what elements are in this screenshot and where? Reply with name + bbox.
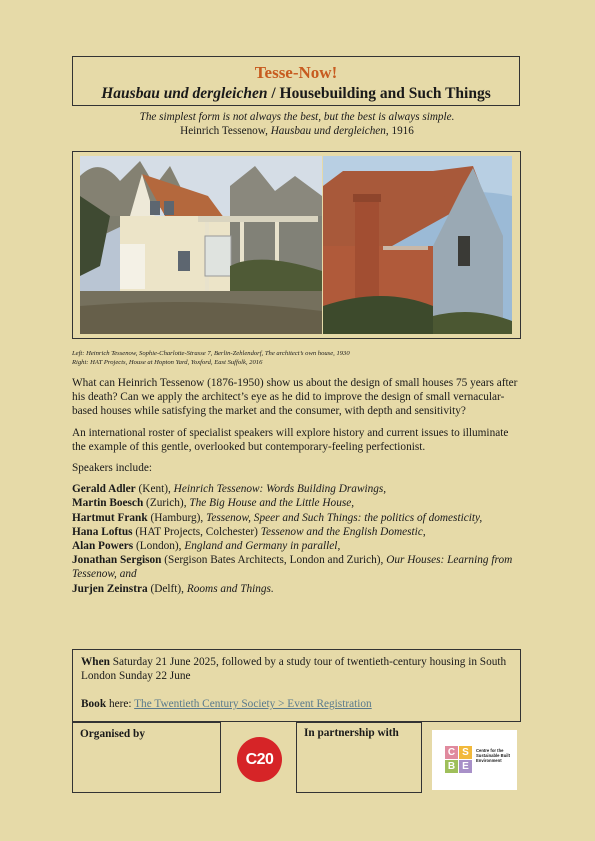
speaker-item: Hartmut Frank (Hamburg), Tessenow, Speer and Such Things: the politics of domesticity, bbox=[72, 511, 483, 524]
title-box bbox=[72, 56, 520, 106]
c20-logo: C20 bbox=[237, 737, 282, 782]
speaker-item: Hana Loftus (HAT Projects, Colchester) Tessenow and the English Domestic, bbox=[72, 525, 426, 538]
event-details-box bbox=[72, 649, 521, 722]
hopton-yard-house-photo bbox=[323, 156, 512, 334]
tessenow-house-photo bbox=[80, 156, 322, 334]
event-title: Tesse-Now! bbox=[254, 63, 338, 82]
quote-text: The simplest form is not always the best, but the best is always simple. bbox=[139, 111, 455, 123]
csbe-name: Centre for the Sustainable Built Environment bbox=[476, 748, 510, 763]
speaker-item: Alan Powers (London), England and Germany in parallel, bbox=[72, 540, 341, 553]
organised-by-label: Organised by bbox=[80, 728, 145, 740]
speakers-heading: Speakers include: bbox=[72, 462, 152, 475]
csbe-letter-grid bbox=[445, 746, 473, 774]
caption-left: Left: Heinrich Tessenow, Sophie-Charlotte-Strasse 7, Berlin-Zehlendorf, The architect’s own house, 1930 bbox=[72, 350, 350, 357]
partnership-box bbox=[296, 722, 422, 793]
photo-caption bbox=[72, 349, 522, 367]
speakers-list bbox=[72, 482, 524, 596]
csbe-letter-e: E bbox=[459, 760, 472, 773]
photo-frame bbox=[72, 151, 521, 339]
registration-link[interactable]: The Twentieth Century Society > Event Registration bbox=[134, 698, 372, 711]
subtitle-german: Hausbau und dergleichen bbox=[101, 85, 268, 102]
event-when: When Saturday 21 June 2025, followed by a study tour of twentieth-century housing in South London Sunday 22 June bbox=[81, 656, 507, 683]
speaker-item: Gerald Adler (Kent), Heinrich Tessenow: Words Building Drawings, bbox=[72, 483, 387, 496]
organised-by-box bbox=[72, 722, 221, 793]
subtitle-english: / Housebuilding and Such Things bbox=[267, 85, 491, 102]
csbe-logo bbox=[432, 730, 517, 790]
quote-book: Hausbau und dergleichen bbox=[270, 125, 386, 137]
quote-year: , 1916 bbox=[385, 125, 414, 137]
speaker-item: Martin Boesch (Zurich), The Big House and the Little House, bbox=[72, 497, 355, 510]
csbe-letter-b: B bbox=[445, 760, 458, 773]
caption-right: Right: HAT Projects, House at Hopton Yard, Yoxford, East Suffolk, 2016 bbox=[72, 359, 263, 366]
quote-author: Heinrich Tessenow, bbox=[180, 125, 271, 137]
event-subtitle bbox=[73, 85, 519, 103]
epigraph-quote bbox=[72, 110, 522, 138]
partnership-label: In partnership with bbox=[304, 727, 399, 739]
intro-paragraph: What can Heinrich Tessenow (1876-1950) show us about the design of small houses 75 years after his death? Can we apply the architect’s eye as he did to improve the design of small vernacular-based houses while satisfying the market and the consumer, with depth and sensitivity? bbox=[72, 377, 518, 418]
csbe-letter-c: C bbox=[445, 746, 458, 759]
csbe-letter-s: S bbox=[459, 746, 472, 759]
speaker-item: Jonathan Sergison (Sergison Bates Architects, London and Zurich), Our Houses: Learning from Tessenow, and bbox=[72, 554, 513, 581]
speaker-item: Jurjen Zeinstra (Delft), Rooms and Things. bbox=[72, 582, 274, 595]
roster-paragraph: An international roster of specialist speakers will explore history and current issues to illuminate the example of this gentle, overlooked but contemporary-feeling perfectionist. bbox=[72, 426, 509, 453]
event-description bbox=[72, 376, 524, 596]
event-booking: Book here: The Twentieth Century Society > Event Registration bbox=[81, 698, 372, 711]
